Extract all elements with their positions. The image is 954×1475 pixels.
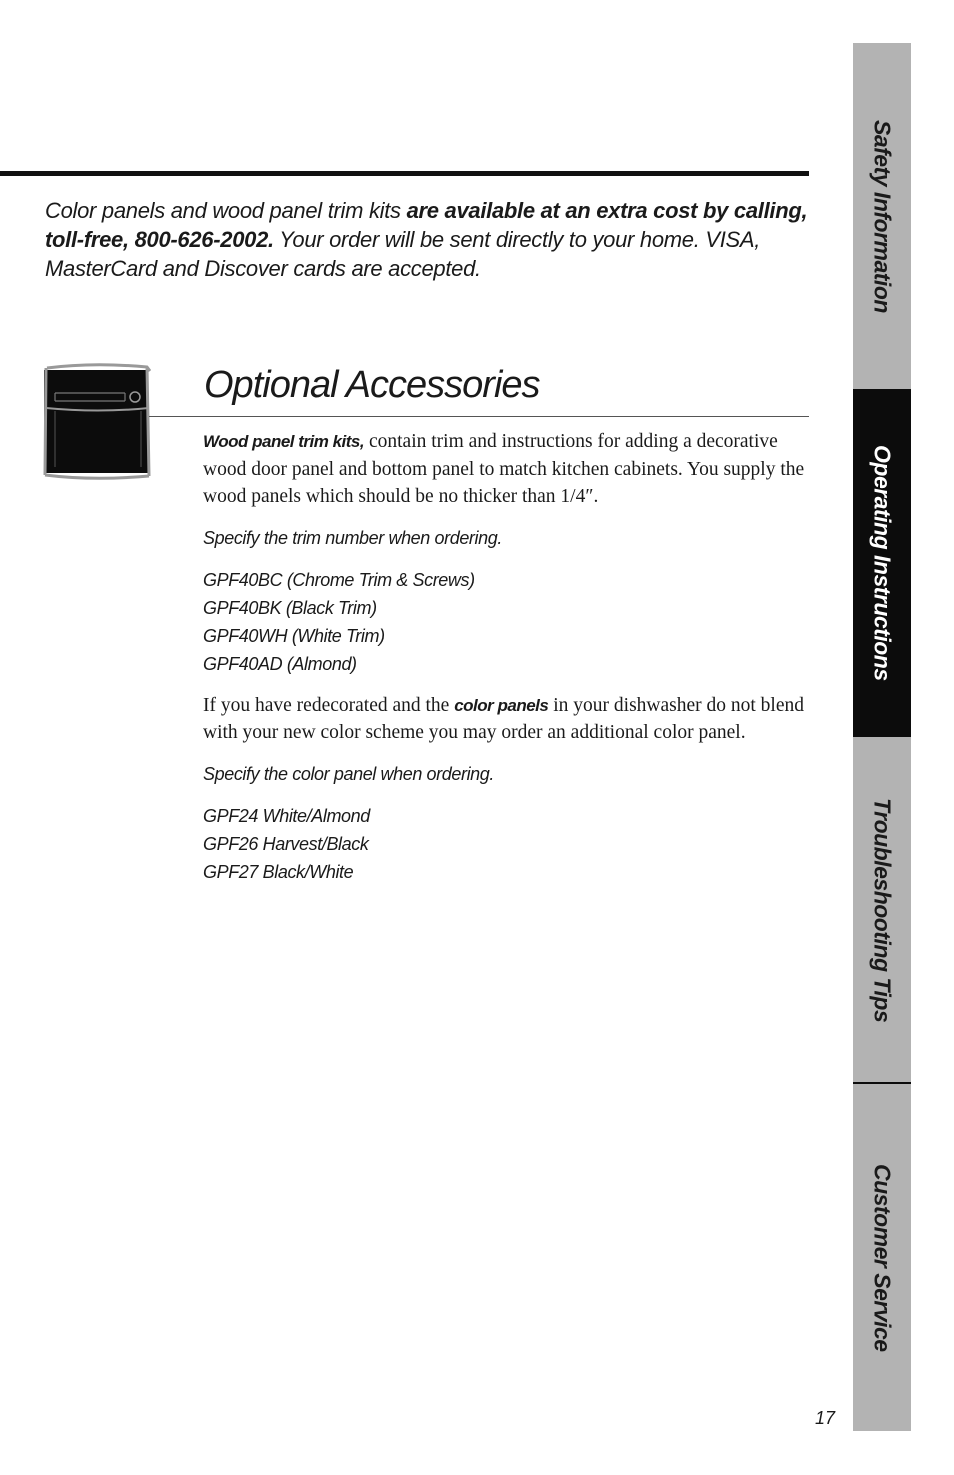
list-item: GPF40BC (Chrome Trim & Screws) <box>203 569 475 590</box>
wood-panel-lead: Wood panel trim kits, <box>203 432 365 451</box>
trim-code-list <box>203 566 808 678</box>
color-panel-text-2: in your dishwasher do not blend with your new color scheme you may order an additional color panel. <box>203 694 804 743</box>
tab-troubleshooting-tips[interactable] <box>853 737 911 1083</box>
intro-paragraph <box>45 196 815 283</box>
top-rule <box>0 171 809 176</box>
list-item: GPF27 Black/White <box>203 861 354 882</box>
intro-text-1: Color panels and wood panel trim kits <box>45 198 407 223</box>
color-panel-lead: color panels <box>454 695 549 715</box>
tab-safety-information[interactable] <box>853 43 911 389</box>
list-item: GPF40AD (Almond) <box>203 653 357 674</box>
list-item: GPF40WH (White Trim) <box>203 625 385 646</box>
accessories-content <box>203 428 808 900</box>
color-spec: Specify the color panel when ordering. <box>203 763 494 784</box>
wood-panel-paragraph <box>203 428 808 511</box>
list-item: GPF40BK (Black Trim) <box>203 597 377 618</box>
tab-operating-instructions[interactable] <box>853 389 911 737</box>
intro-order-info: are available at an extra cost by calling, toll-free, 800-626-2002. <box>45 198 808 252</box>
tab-label: Safety Information <box>869 119 896 313</box>
tab-customer-service[interactable] <box>853 1084 911 1431</box>
page-number: 17 <box>815 1408 836 1428</box>
section-title: Optional Accessories <box>204 364 540 406</box>
tab-label: Troubleshooting Tips <box>869 797 896 1023</box>
dishwasher-icon <box>43 363 151 481</box>
color-code-list <box>203 802 808 886</box>
color-panel-text-1: If you have redecorated and the <box>203 694 455 716</box>
section-tab-strip <box>853 43 911 1431</box>
title-rule <box>149 416 809 417</box>
tab-label: Operating Instructions <box>869 445 896 681</box>
color-panel-paragraph <box>203 692 808 747</box>
intro-text-2: Your order will be sent directly to your home. VISA, MasterCard and Discover cards are accepted. <box>45 227 761 281</box>
wood-panel-text: contain trim and instructions for adding a decorative wood door panel and bottom panel to match kitchen cabinets. You supply the wood panels which should be no thicker than 1/4″. <box>203 431 805 507</box>
tab-label: Customer Service <box>869 1163 896 1352</box>
list-item: GPF24 White/Almond <box>203 805 370 826</box>
trim-spec: Specify the trim number when ordering. <box>203 527 502 548</box>
list-item: GPF26 Harvest/Black <box>203 833 369 854</box>
